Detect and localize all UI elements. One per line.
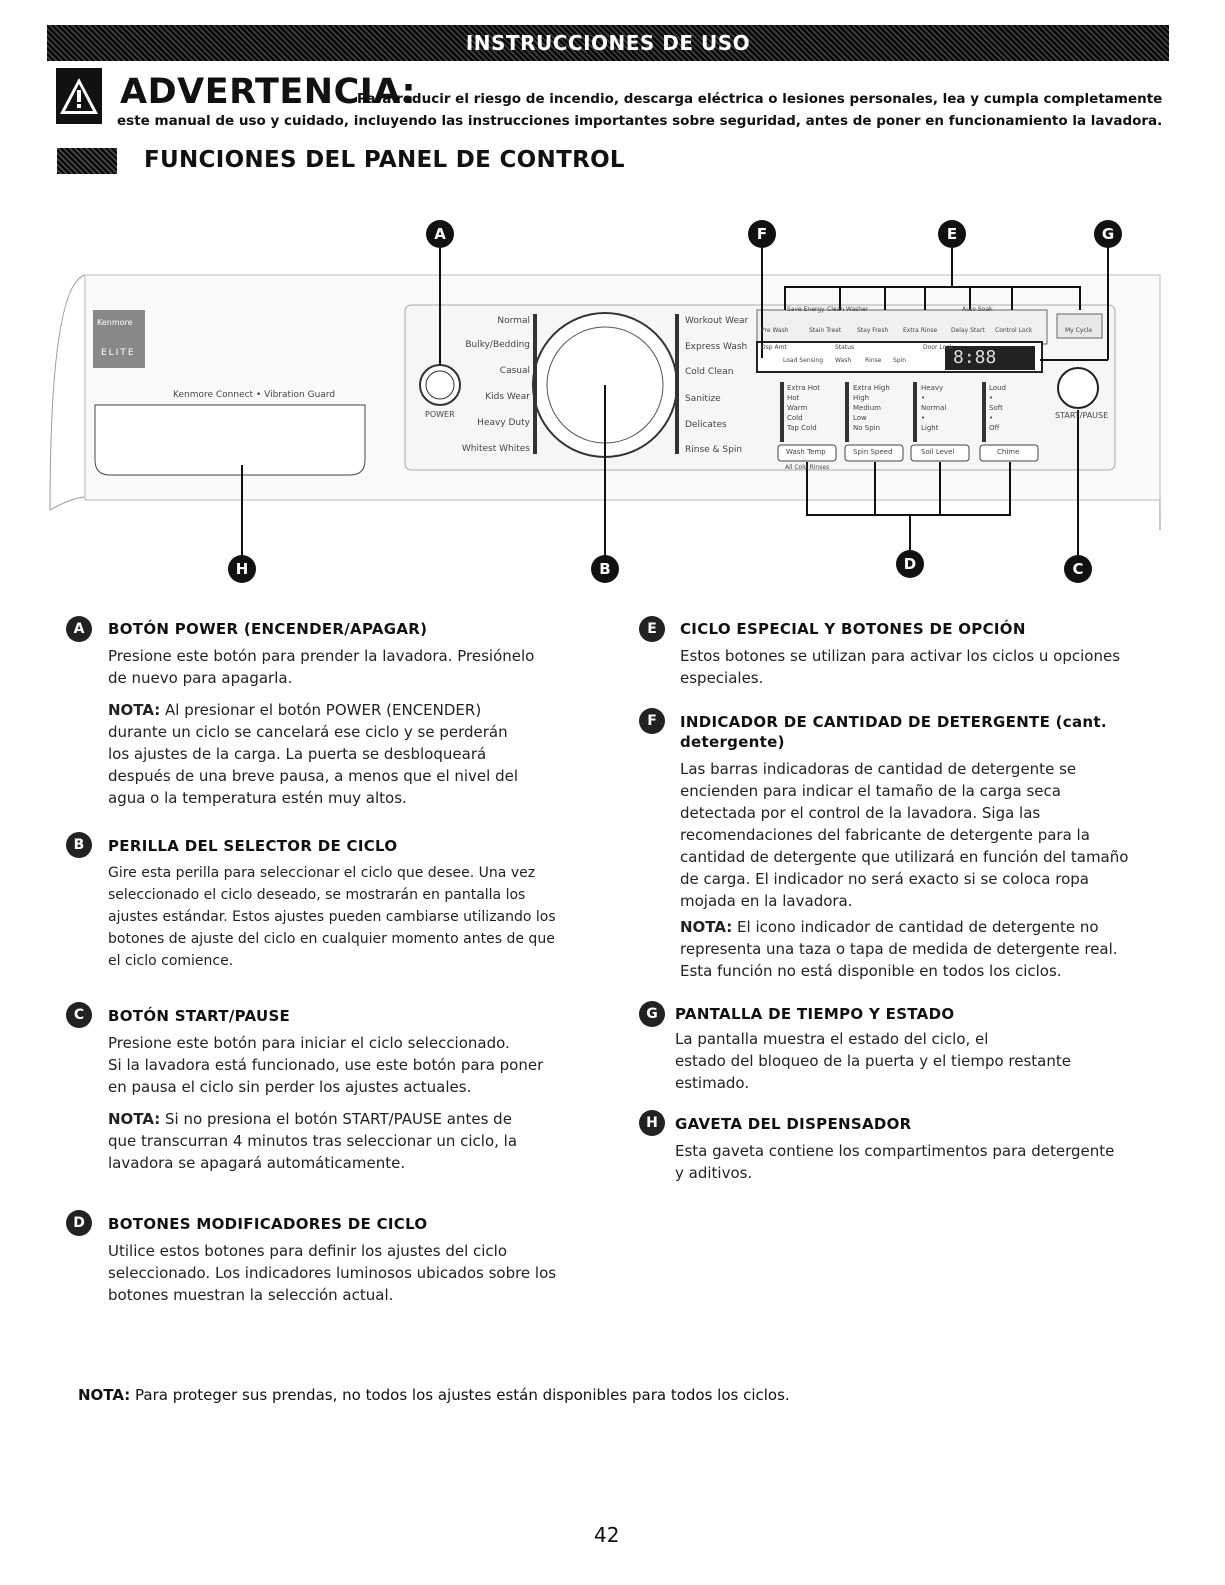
warning-text-line1: Para reducir el riesgo de incendio, descarga eléctrica o lesiones personales, lea y cumpla completamente xyxy=(357,91,1163,107)
section-g-icon: G xyxy=(639,1001,665,1027)
section-b-icon: B xyxy=(66,832,92,858)
spin-option: Low xyxy=(853,414,867,422)
stain-treat-button[interactable]: Stain Treat xyxy=(809,327,842,334)
cycle-label: Bulky/Bedding xyxy=(465,340,530,350)
section-h-title: GAVETA DEL DISPENSADOR xyxy=(675,1115,912,1133)
callout-f: F xyxy=(748,220,776,248)
section-g-title: PANTALLA DE TIEMPO Y ESTADO xyxy=(675,1005,955,1023)
cycle-label: Workout Wear xyxy=(685,316,749,326)
soil-option: Heavy xyxy=(921,384,944,392)
time-display: 8:88 xyxy=(953,347,997,368)
section-a-icon: A xyxy=(66,616,92,642)
section-title: FUNCIONES DEL PANEL DE CONTROL xyxy=(144,147,625,173)
cold-rinse-label: All Cold Rinses xyxy=(785,464,830,471)
section-c xyxy=(108,1006,598,1174)
temp-option: Extra Hot xyxy=(787,384,820,392)
temp-option: Cold xyxy=(787,414,803,422)
section-d xyxy=(108,1214,598,1306)
status-step: Rinse xyxy=(865,357,882,364)
section-b-title: PERILLA DEL SELECTOR DE CICLO xyxy=(108,837,398,855)
callout-b: B xyxy=(591,555,619,583)
option-top-label: Save Energy xyxy=(787,306,825,313)
section-c-icon: C xyxy=(66,1002,92,1028)
section-e-title: CICLO ESPECIAL Y BOTONES DE OPCIÓN xyxy=(680,620,1026,638)
cycle-label: Casual xyxy=(499,366,530,376)
option-top-label: Clean Washer xyxy=(827,306,869,313)
cycle-label: Whitest Whites xyxy=(461,444,530,454)
section-e-text: Estos botones se utilizan para activar los ciclos u opciones especiales. xyxy=(680,647,1121,687)
section-g xyxy=(675,1004,1175,1094)
section-d-text: Utilice estos botones para definir los ajustes del ciclo seleccionado. Los indicadores luminosos ubicados sobre los botones muestran la selección actual. xyxy=(108,1242,557,1304)
section-g-text: La pantalla muestra el estado del ciclo, el estado del bloqueo de la puerta y el tiempo restante estimado. xyxy=(675,1030,1071,1092)
section-f-text: Las barras indicadoras de cantidad de detergente se encienden para indicar el tamaño de la carga seca detectada por el control de la lavadora. Siga las recomendaciones del fabricante de detergente para la cantidad de detergente que utilizará en función del tamaño de carga. El indicador no será exacto si se coloca ropa mojada en la lavadora. xyxy=(680,760,1129,910)
section-a xyxy=(108,619,598,809)
chime-option: • xyxy=(989,414,994,422)
section-c-nota: Si no presiona el botón START/PAUSE antes de que transcurran 4 minutos tras seleccionar un ciclo, la lavadora se apagará automáticamente. xyxy=(108,1110,518,1172)
cycle-label: Delicates xyxy=(685,420,727,430)
section-f-icon: F xyxy=(639,708,665,734)
spin-option: Extra High xyxy=(853,384,890,392)
section-e xyxy=(680,619,1180,689)
section-a-nota: Al presionar el botón POWER (ENCENDER) durante un ciclo se cancelará ese ciclo y se perderán los ajustes de la carga. La puerta se desbloqueará después de una breve pausa, a menos que el nivel del agua o la temperatura estén muy altos. xyxy=(108,701,519,807)
soil-level-button[interactable]: Soil Level xyxy=(921,448,955,456)
cycle-label: Heavy Duty xyxy=(477,418,530,428)
section-a-title: BOTÓN POWER (ENCENDER/APAGAR) xyxy=(108,620,428,638)
final-note-text: Para proteger sus prendas, no todos los ajustes están disponibles para todos los ciclos. xyxy=(130,1386,790,1404)
temp-option: Hot xyxy=(787,394,800,402)
final-note xyxy=(78,1384,790,1406)
chime-option: Off xyxy=(989,424,1000,432)
section-c-text: Presione este botón para iniciar el ciclo seleccionado. Si la lavadora está funcionado, use este botón para poner en pausa el ciclo sin perder los ajustes actuales. xyxy=(108,1034,544,1096)
section-h xyxy=(675,1114,1175,1184)
callout-h: H xyxy=(228,555,256,583)
chime-option: Loud xyxy=(989,384,1006,392)
warning-icon xyxy=(56,68,102,124)
spin-option: Medium xyxy=(853,404,881,412)
spin-option: No Spin xyxy=(853,424,881,432)
warning-title: ADVERTENCIA: xyxy=(120,72,417,112)
soil-option: • xyxy=(921,394,926,402)
section-c-nota-label: NOTA: xyxy=(108,1110,161,1128)
callout-a: A xyxy=(426,220,454,248)
spin-speed-button[interactable]: Spin Speed xyxy=(853,448,893,456)
start-pause-label: START/PAUSE xyxy=(1055,411,1109,420)
section-b-text: Gire esta perilla para seleccionar el ciclo que desee. Una vez seleccionado el ciclo deseado, se mostrarán en pantalla los ajustes estándar. Estos ajustes pueden cambiarse utilizando los botones de ajuste del ciclo en cualquier momento antes de que el ciclo comience. xyxy=(108,865,556,969)
section-f-nota-label: NOTA: xyxy=(680,918,733,936)
door-lock-label: Door Lock xyxy=(923,344,954,351)
section-a-text: Presione este botón para prender la lavadora. Presiónelo de nuevo para apagarla. xyxy=(108,647,535,687)
section-f xyxy=(680,712,1180,982)
chime-button[interactable]: Chime xyxy=(997,448,1020,456)
wash-temp-button[interactable]: Wash Temp xyxy=(786,448,826,456)
extra-rinse-button[interactable]: Extra Rinse xyxy=(903,327,938,334)
delay-start-button[interactable]: Delay Start xyxy=(951,327,985,334)
temp-option: Tap Cold xyxy=(787,424,817,432)
section-f-nota: El icono indicador de cantidad de detergente no representa una taza o tapa de medida de detergente real. Esta función no está disponible en todos los ciclos. xyxy=(680,918,1118,980)
power-label: POWER xyxy=(425,410,455,419)
stay-fresh-button[interactable]: Stay Fresh xyxy=(857,327,889,334)
callout-g: G xyxy=(1094,220,1122,248)
section-h-text: Esta gaveta contiene los compartimentos para detergente y aditivos. xyxy=(675,1142,1115,1182)
control-lock-button[interactable]: Control Lock xyxy=(995,327,1033,334)
dsp-amt-label: Dsp Amt xyxy=(761,344,787,351)
section-f-title: INDICADOR DE CANTIDAD DE DETERGENTE (cant. detergente) xyxy=(680,713,1107,751)
callout-c: C xyxy=(1064,555,1092,583)
pre-wash-button[interactable]: Pre Wash xyxy=(761,327,789,334)
connect-label: Kenmore Connect • Vibration Guard xyxy=(173,390,336,400)
status-label: Status xyxy=(835,344,855,351)
section-c-title: BOTÓN START/PAUSE xyxy=(108,1007,291,1025)
status-step: Wash xyxy=(835,357,852,364)
cycle-label: Rinse & Spin xyxy=(685,445,743,455)
chime-option: Soft xyxy=(989,404,1003,412)
soil-option: Normal xyxy=(921,404,947,412)
logo-subtext: ELITE xyxy=(101,348,136,358)
section-d-title: BOTONES MODIFICADORES DE CICLO xyxy=(108,1215,428,1233)
callout-e: E xyxy=(938,220,966,248)
page-header: INSTRUCCIONES DE USO xyxy=(47,25,1169,61)
section-b xyxy=(108,836,598,972)
status-step: Load Sensing xyxy=(783,357,824,364)
logo-text: Kenmore xyxy=(97,318,133,327)
callout-d: D xyxy=(896,550,924,578)
my-cycle-button[interactable]: My Cycle xyxy=(1065,327,1093,334)
section-h-icon: H xyxy=(639,1110,665,1136)
page-number: 42 xyxy=(594,1523,620,1547)
cycle-label: Normal xyxy=(497,316,530,326)
status-step: Spin xyxy=(893,357,907,364)
section-marker xyxy=(57,148,117,174)
soil-option: • xyxy=(921,414,926,422)
cycle-label: Express Wash xyxy=(685,342,748,352)
section-a-nota-label: NOTA: xyxy=(108,701,161,719)
soil-option: Light xyxy=(921,424,939,432)
section-e-icon: E xyxy=(639,616,665,642)
section-d-icon: D xyxy=(66,1210,92,1236)
spin-option: High xyxy=(853,394,870,402)
control-panel-diagram xyxy=(45,210,1180,610)
warning-text-line2: este manual de uso y cuidado, incluyendo las instrucciones importantes sobre seguridad, antes de poner en funcionamiento la lavadora. xyxy=(117,113,1163,129)
option-top-label: Auto Soak xyxy=(962,306,993,313)
chime-option: • xyxy=(989,394,994,402)
cycle-label: Cold Clean xyxy=(685,367,734,377)
final-note-label: NOTA: xyxy=(78,1386,131,1404)
temp-option: Warm xyxy=(787,404,808,412)
cycle-label: Sanitize xyxy=(685,394,721,404)
cycle-label: Kids Wear xyxy=(485,392,530,402)
